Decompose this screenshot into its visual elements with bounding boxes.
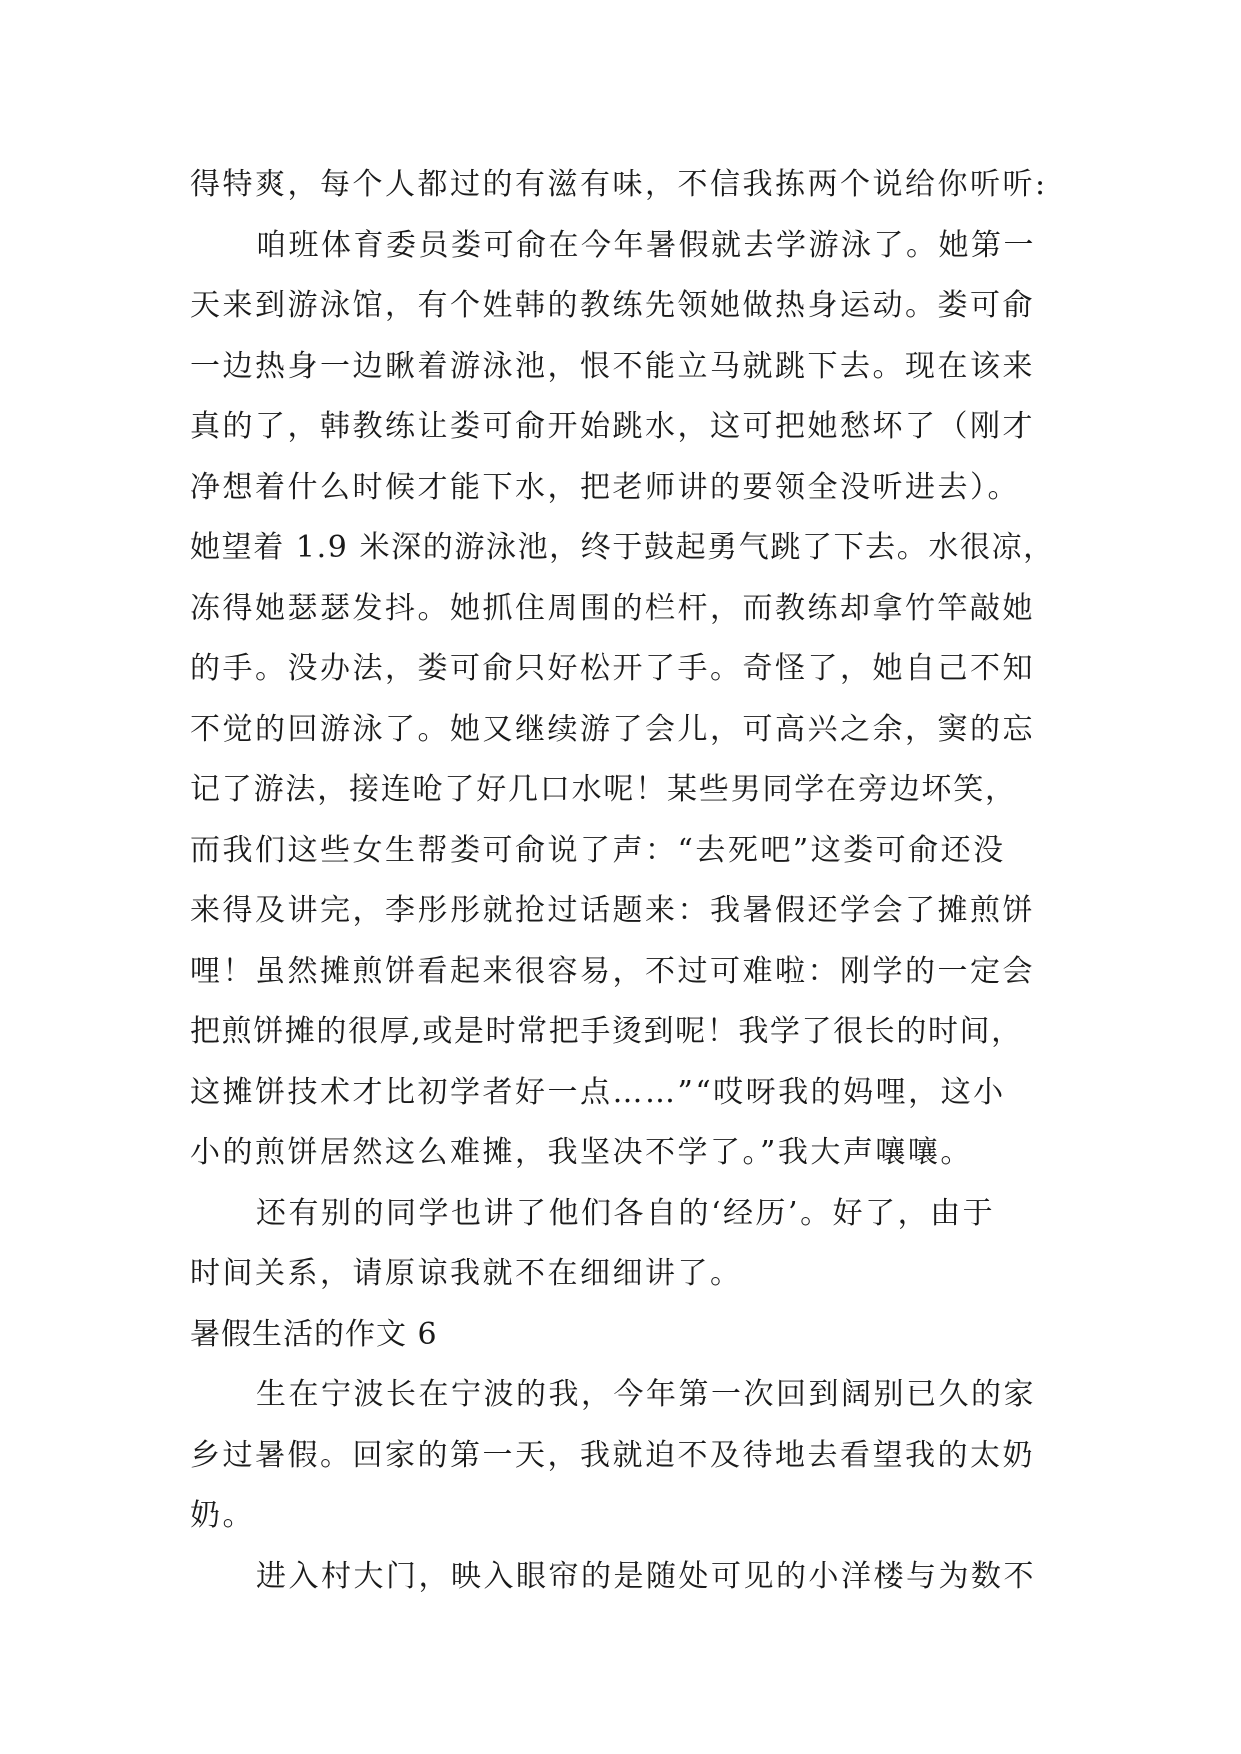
text-line: 她望着 1.9 米深的游泳池，终于鼓起勇气跳了下去。水很凉， <box>190 530 1055 565</box>
text-line: 而我们这些女生帮娄可俞说了声：“去死吧”这娄可俞还没 <box>190 832 1006 868</box>
text-line: 净想着什么时候才能下水，把老师讲的要领全没听进去）。 <box>190 469 1020 505</box>
paragraph <box>190 216 1055 1184</box>
text-line: 一边热身一边瞅着游泳池，恨不能立马就跳下去。现在该来 <box>190 348 1035 384</box>
text-line: 记了游法，接连呛了好几口水呢！某些男同学在旁边坏笑， <box>190 772 1017 807</box>
text-line: 来得及讲完，李彤彤就抢过话题来：我暑假还学会了摊煎饼 <box>190 893 1035 928</box>
text-line: 不觉的回游泳了。她又继续游了会儿，可高兴之余，窦的忘 <box>190 711 1035 747</box>
text-line: 时间关系，请原谅我就不在细细讲了。 <box>190 1256 743 1291</box>
text-line: 得特爽，每个人都过的有滋有味，不信我拣两个说给你听听: <box>190 167 1048 202</box>
paragraph <box>190 1184 1050 1305</box>
text-line: 这摊饼技术才比初学者好一点……”“哎呀我的妈哩，这小 <box>190 1074 1006 1110</box>
text-line: 进入村大门，映入眼帘的是随处可见的小洋楼与为数不 <box>256 1558 1036 1594</box>
paragraph <box>190 1365 1050 1547</box>
text-line: 哩！虽然摊煎饼看起来很容易，不过可难啦：刚学的一定会 <box>190 953 1035 989</box>
text-line: 真的了，韩教练让娄可俞开始跳水，这可把她愁坏了（刚才 <box>190 409 1035 444</box>
text-line: 把煎饼摊的很厚,或是时常把手烫到呢！我学了很长的时间， <box>190 1014 1023 1049</box>
text-line: 天来到游泳馆，有个姓韩的教练先领她做热身运动。娄可俞 <box>190 288 1035 323</box>
paragraph <box>190 1547 1050 1608</box>
text-line: 小的煎饼居然这么难摊，我坚决不学了。”我大声嚷嚷。 <box>190 1135 973 1170</box>
text-line: 咱班体育委员娄可俞在今年暑假就去学游泳了。她第一 <box>256 227 1036 263</box>
paragraph <box>190 155 1050 216</box>
text-line: 生在宁波长在宁波的我，今年第一次回到阔别已久的家 <box>256 1377 1036 1412</box>
text-line: 还有别的同学也讲了他们各自的‘经历’。好了，由于 <box>256 1195 996 1231</box>
text-line: 的手。没办法，娄可俞只好松开了手。奇怪了，她自己不知 <box>190 651 1035 686</box>
document-page <box>190 155 1055 1607</box>
section-heading: 暑假生活的作文 6 <box>190 1316 438 1352</box>
text-line: 奶。 <box>190 1498 255 1533</box>
text-line: 冻得她瑟瑟发抖。她抓住周围的栏杆，而教练却拿竹竿敲她 <box>190 590 1035 626</box>
text-line: 乡过暑假。回家的第一天，我就迫不及待地去看望我的太奶 <box>190 1437 1035 1473</box>
